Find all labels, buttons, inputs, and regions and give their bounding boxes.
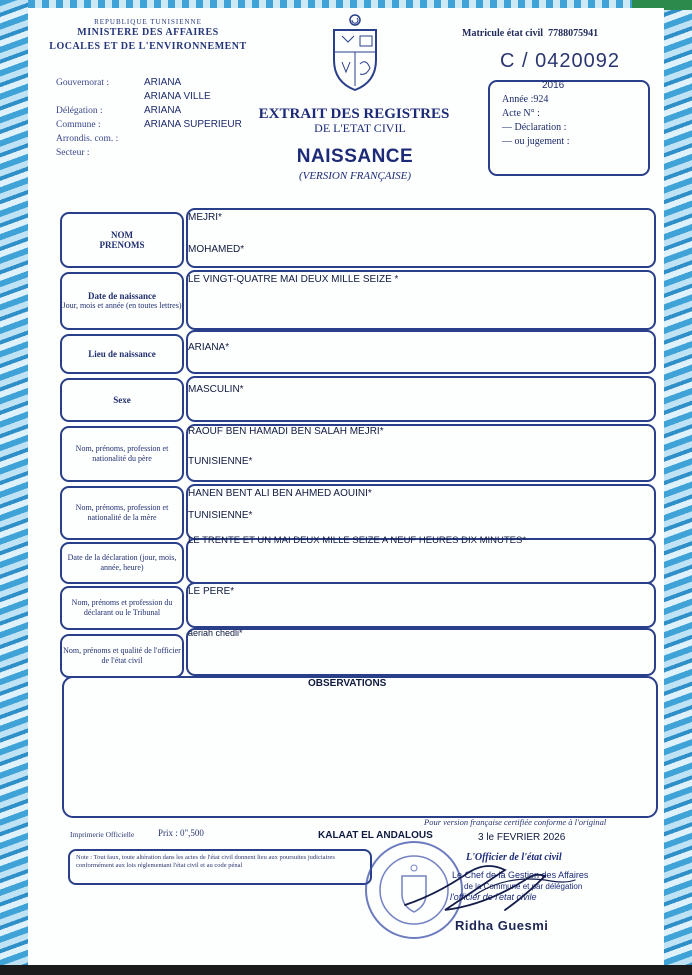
- observations-box: [62, 676, 658, 818]
- admin-row: [56, 76, 242, 90]
- acte-jugement: — ou jugement :: [502, 136, 570, 147]
- acte-box: [488, 80, 650, 176]
- officier-value: aeriah chedli*: [188, 628, 243, 638]
- pere-value-nationality: TUNISIENNE*: [188, 456, 253, 467]
- sexe-value: MASCULIN*: [188, 384, 244, 395]
- admin-row: [56, 146, 242, 160]
- admin-label: Arrondis. com. :: [56, 134, 119, 144]
- doc-type: NAISSANCE: [296, 146, 414, 167]
- admin-value: ARIANA VILLE: [144, 91, 211, 102]
- dob-label-rest: Jour, mois et année (en toutes lettres): [62, 301, 182, 310]
- acte-number: Acte N° :: [502, 108, 540, 119]
- doc-version: (VERSION FRANÇAISE): [298, 170, 412, 182]
- imprimerie-label: Imprimerie Officielle: [70, 830, 135, 839]
- sexe-label-box: [60, 378, 184, 422]
- nom-prenoms-value-box: [186, 208, 656, 268]
- acte-year: 2016: [542, 80, 565, 91]
- officier-value-box: [186, 628, 656, 676]
- signature-line3: l'officier de l'etat civile: [450, 892, 537, 902]
- mere-value-name: HANEN BENT ALI BEN AHMED AOUINI*: [188, 488, 372, 499]
- officer-title: L'Officier de l'état civil: [466, 852, 562, 863]
- pere-label: Nom, prénoms, profession et nationalité du père: [75, 444, 169, 463]
- mere-value-nationality: TUNISIENNE*: [188, 510, 253, 521]
- legal-note: Note : Tout faux, toute altération dans les actes de l'état civil donnent lieu aux poursuites judiciaires conformément aux lois réglementant l'état civil et au code pénal: [68, 849, 372, 885]
- admin-label: Secteur :: [56, 148, 90, 158]
- nom-label: NOM: [111, 230, 133, 240]
- admin-row: [56, 118, 242, 132]
- dob-value: LE VINGT-QUATRE MAI DEUX MILLE SEIZE *: [188, 274, 399, 285]
- signature-line2: de la Commune et par délégation: [464, 882, 583, 891]
- matricule-value: 7788075941: [548, 28, 599, 39]
- mere-label: Nom, prénoms, profession et nationalité de la mère: [75, 503, 169, 522]
- serial-number: C / 0420092: [500, 50, 620, 72]
- tunisia-emblem-icon: [330, 12, 380, 94]
- doc-subtitle: DE L'ETAT CIVIL: [314, 121, 406, 135]
- signatory-name: Ridha Guesmi: [455, 918, 549, 933]
- admin-row: [56, 132, 242, 146]
- admin-value: ARIANA: [144, 105, 182, 116]
- price-label: Prix : 0",500: [158, 828, 204, 838]
- admin-row: [56, 104, 242, 118]
- ministry-line2: LOCALES ET DE L'ENVIRONNEMENT: [49, 41, 247, 52]
- handwritten-signature-icon: [395, 845, 585, 925]
- acte-declaration: — Déclaration :: [502, 122, 567, 133]
- pere-value-name: RAOUF BEN HAMADI BEN SALAH MEJRI*: [188, 426, 384, 437]
- admin-value: ARIANA: [144, 77, 182, 88]
- officier-label: Nom, prénoms et qualité de l'officier de l'état civil: [63, 646, 181, 665]
- decl-date-label-box: [60, 542, 184, 584]
- acte-annee: Année :924: [502, 94, 549, 105]
- header-left: [28, 18, 268, 54]
- sexe-label: Sexe: [113, 395, 131, 405]
- declarant-value-box: [186, 582, 656, 628]
- lieu-value-box: [186, 330, 656, 374]
- republic-label: REPUBLIQUE TUNISIENNE: [94, 18, 202, 26]
- admin-label: Délégation :: [56, 106, 103, 116]
- officier-label-box: [60, 634, 184, 678]
- admin-label: [56, 90, 144, 104]
- declarant-label: Nom, prénoms et profession du déclarant ou le Tribunal: [71, 598, 173, 617]
- dob-label: [60, 272, 184, 330]
- admin-info: [56, 76, 242, 160]
- nom-prenoms-label: [60, 212, 184, 268]
- lieu-value: ARIANA*: [188, 342, 230, 353]
- observations-title: OBSERVATIONS: [308, 678, 387, 689]
- matricule-label: Matricule état civil: [462, 28, 544, 39]
- prenoms-label: PRENOMS: [99, 240, 145, 250]
- doc-title: EXTRAIT DES REGISTRES: [258, 106, 450, 122]
- prenoms-value: MOHAMED*: [188, 244, 245, 255]
- date-label: 3 le FEVRIER 2026: [478, 832, 566, 843]
- decl-date-label: Date de la déclaration (jour, mois, année, heure): [67, 553, 177, 572]
- decorative-border-left: [0, 0, 28, 975]
- declarant-label-box: [60, 586, 184, 630]
- place-label: KALAAT EL ANDALOUS: [318, 830, 433, 841]
- decorative-border-bottom: [0, 965, 692, 975]
- conforme-label: Pour version française certifiée conforme à l'original: [424, 817, 607, 827]
- decorative-border-right: [664, 0, 692, 975]
- admin-label: Gouvernorat :: [56, 78, 110, 88]
- matricule: [462, 28, 598, 39]
- pere-label-box: [60, 426, 184, 482]
- decl-date-value: LE TRENTE ET UN MAI DEUX MILLE SEIZE A NEUF HEURES DIX MINUTES*: [188, 535, 527, 546]
- lieu-label: Lieu de naissance: [88, 349, 156, 359]
- dob-label-bold: Date de naissance: [88, 291, 156, 301]
- admin-value: ARIANA SUPERIEUR: [144, 119, 242, 130]
- signature-line1: Le Chef de la Gestion des Affaires: [452, 870, 589, 880]
- mere-label-box: [60, 486, 184, 540]
- admin-row: [56, 90, 242, 104]
- ministry-line1: MINISTERE DES AFFAIRES: [77, 27, 219, 38]
- declarant-value: LE PERE*: [188, 586, 235, 597]
- lieu-label-box: [60, 334, 184, 374]
- sexe-value-box: [186, 376, 656, 422]
- admin-label: Commune :: [56, 120, 101, 130]
- nom-value: MEJRI*: [188, 212, 222, 223]
